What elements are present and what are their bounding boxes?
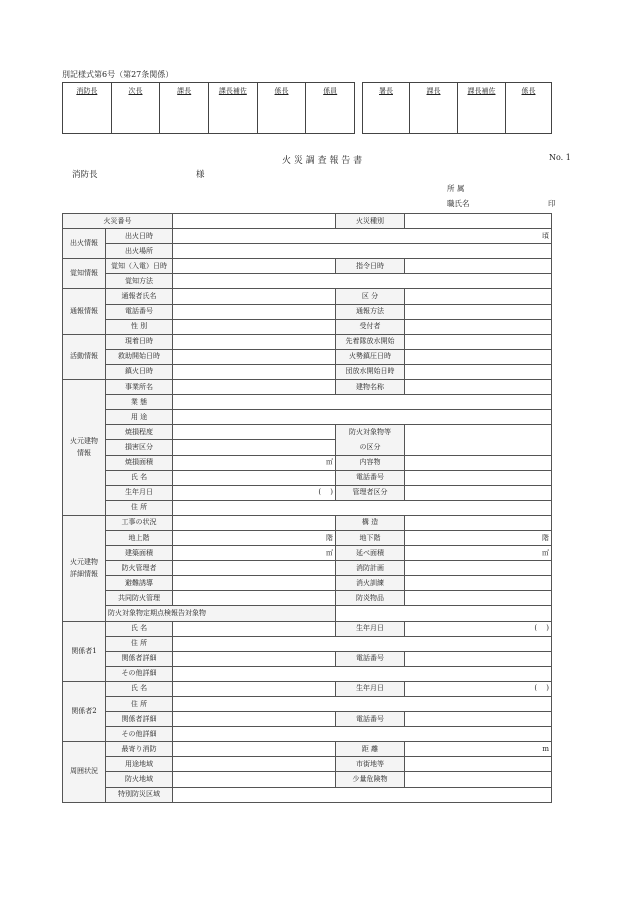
table-row: [63, 636, 552, 651]
party2-other-field[interactable]: [173, 727, 552, 742]
table-row: [63, 772, 552, 787]
burn-area-label: 焼損面積: [106, 455, 173, 470]
stamp-cell: 次長: [112, 83, 161, 133]
evacuation-label: 避難誘導: [106, 576, 173, 591]
awareness-time-field[interactable]: [173, 259, 336, 274]
urban-area-label: 市街地等: [336, 757, 405, 772]
awareness-method-field[interactable]: [173, 274, 552, 289]
table-row: [63, 364, 552, 379]
arrival-time-label: 現着日時: [106, 334, 173, 349]
zoning-field[interactable]: [173, 757, 336, 772]
evacuation-field[interactable]: [173, 576, 336, 591]
gender-field[interactable]: [173, 319, 336, 334]
table-row: [63, 500, 552, 515]
reporter-name-field[interactable]: [173, 289, 336, 304]
owner-address-field[interactable]: [173, 500, 552, 515]
stamp-box-left: [62, 82, 355, 134]
stamp-cell: 課長補佐: [209, 83, 258, 133]
fire-drill-label: 消火訓練: [336, 576, 405, 591]
table-row: [63, 727, 552, 742]
manager-class-field[interactable]: [405, 485, 552, 500]
usage-field[interactable]: [173, 410, 552, 425]
fire-zone-field[interactable]: [173, 772, 336, 787]
outbreak-group-label: 出火情報: [63, 229, 106, 259]
group-water-field[interactable]: [405, 364, 552, 379]
table-row: [63, 757, 552, 772]
stamp-cell: 係長: [521, 87, 536, 95]
table-row: [63, 485, 552, 500]
party1-phone-label: 電話番号: [336, 651, 405, 666]
awareness-time-label: 覚知（入電）日時: [106, 259, 173, 274]
fire-drill-field[interactable]: [405, 576, 552, 591]
suppression-field[interactable]: [405, 349, 552, 364]
honorific: 様: [196, 170, 205, 180]
suppression-label: 火勢鎮圧日時: [336, 349, 405, 364]
burn-degree-label: 焼損程度: [106, 425, 173, 440]
burn-area-field[interactable]: ㎡: [173, 455, 336, 470]
table-row: [63, 561, 552, 576]
party1-birth-label: 生年月日: [336, 621, 405, 636]
outbreak-place-field[interactable]: [173, 244, 552, 259]
distance-label: 距 離: [336, 742, 405, 757]
table-row: [63, 697, 552, 712]
table-row: [63, 304, 552, 319]
distance-field[interactable]: m: [405, 742, 552, 757]
fire-target-field[interactable]: [405, 425, 552, 455]
table-row: [63, 530, 552, 545]
table-row: [63, 546, 552, 561]
table-row: [63, 334, 552, 349]
party1-birth-field[interactable]: ( ): [405, 621, 552, 636]
name-label: 職氏名: [447, 199, 470, 208]
owner-name-field[interactable]: [173, 470, 336, 485]
table-row: [63, 621, 552, 636]
owner-phone-label: 電話番号: [336, 470, 405, 485]
stamp-box-right: [362, 82, 552, 134]
rescue-start-label: 救助開始日時: [106, 349, 173, 364]
periodic-check-field[interactable]: [336, 606, 552, 621]
fire-number-label: 火災番号: [63, 214, 173, 229]
stamp-cell: 課長: [410, 83, 458, 133]
special-zone-label: 特別防災区域: [106, 787, 173, 802]
business-name-field[interactable]: [173, 380, 336, 395]
party1-name-label: 氏 名: [106, 621, 173, 636]
periodic-check-label: 防火対象物定期点検報告対象物: [106, 606, 336, 621]
table-row: [63, 229, 552, 244]
dispatch-time-field[interactable]: [405, 259, 552, 274]
owner-address-label: 住 所: [106, 500, 173, 515]
contents-field[interactable]: [405, 455, 552, 470]
receiver-field[interactable]: [405, 319, 552, 334]
party2-name-field[interactable]: [173, 681, 336, 696]
building-area-label: 建築面積: [106, 546, 173, 561]
stamp-cell: 係長: [258, 83, 307, 133]
total-floor-area-field[interactable]: ㎡: [405, 546, 552, 561]
seal-label: 印: [548, 199, 556, 208]
structure-field[interactable]: [405, 515, 552, 530]
awareness-group-label: 覚知情報: [63, 259, 106, 289]
table-row: [63, 681, 552, 696]
above-ground-field[interactable]: 階: [173, 530, 336, 545]
table-row: [63, 787, 552, 802]
table-row: [63, 244, 552, 259]
building-detail-group-label: 火元建物 詳細情報: [63, 515, 106, 621]
owner-phone-field[interactable]: [405, 470, 552, 485]
phone-label: 電話番号: [106, 304, 173, 319]
report-method-field[interactable]: [405, 304, 552, 319]
category-field[interactable]: [405, 289, 552, 304]
arrival-time-field[interactable]: [173, 334, 336, 349]
table-row: [63, 289, 552, 304]
fire-plan-field[interactable]: [405, 561, 552, 576]
business-type-field[interactable]: [173, 395, 552, 410]
document-number: No. 1: [549, 153, 571, 162]
addressee: 消防長: [72, 170, 98, 180]
owner-birth-field[interactable]: ( ): [173, 485, 336, 500]
form-caption: 別記様式第6号（第27条関係）: [62, 70, 174, 79]
table-row: [63, 742, 552, 757]
party1-other-label: その他詳細: [106, 666, 173, 681]
table-row: [63, 576, 552, 591]
table-row: [63, 591, 552, 606]
party1-other-field[interactable]: [173, 666, 552, 681]
party2-birth-label: 生年月日: [336, 681, 405, 696]
party2-detail-field[interactable]: [173, 712, 336, 727]
table-row: [63, 712, 552, 727]
party1-group-label: 関係者1: [63, 621, 106, 681]
stamp-cell: 課長: [160, 83, 209, 133]
fire-number-field[interactable]: [173, 214, 336, 229]
fireproof-label: 防炎物品: [336, 591, 405, 606]
total-floor-area-label: 延べ面積: [336, 546, 405, 561]
table-row: [63, 319, 552, 334]
table-row: [63, 666, 552, 681]
group-water-label: 団放水開始日時: [336, 364, 405, 379]
nearest-station-label: 最寄り消防: [106, 742, 173, 757]
business-type-label: 業 態: [106, 395, 173, 410]
report-group-label: 通報情報: [63, 289, 106, 334]
outbreak-place-label: 出火場所: [106, 244, 173, 259]
hazardous-field[interactable]: [405, 772, 552, 787]
building-info-group-label: 火元建物 情報: [63, 380, 106, 516]
above-ground-label: 地上階: [106, 530, 173, 545]
table-row: [63, 410, 552, 425]
table-row: [63, 651, 552, 666]
table-row: [63, 380, 552, 395]
dispatch-time-label: 指令日時: [336, 259, 405, 274]
damage-class-field[interactable]: [173, 440, 336, 455]
stamp-cell: 消防長: [63, 83, 112, 133]
fire-type-label: 火災種別: [336, 214, 405, 229]
fire-target-label: 防火対象物等: [336, 425, 405, 440]
structure-label: 構 造: [336, 515, 405, 530]
party1-name-field[interactable]: [173, 621, 336, 636]
table-row: [63, 470, 552, 485]
usage-label: 用 途: [106, 410, 173, 425]
fire-zone-label: 防火地域: [106, 772, 173, 787]
special-zone-field[interactable]: [173, 787, 552, 802]
burn-degree-field[interactable]: [173, 425, 336, 440]
table-row: [63, 214, 552, 229]
zoning-label: 用途地域: [106, 757, 173, 772]
report-method-label: 通報方法: [336, 304, 405, 319]
fireproof-field[interactable]: [405, 591, 552, 606]
party1-detail-field[interactable]: [173, 651, 336, 666]
awareness-method-label: 覚知方法: [106, 274, 173, 289]
joint-mgmt-label: 共同防火管理: [106, 591, 173, 606]
table-row: [63, 515, 552, 530]
business-name-label: 事業所名: [106, 380, 173, 395]
party1-phone-field[interactable]: [405, 651, 552, 666]
contents-label: 内容物: [336, 455, 405, 470]
first-water-label: 先着隊放水開始: [336, 334, 405, 349]
table-row: [63, 606, 552, 621]
fire-type-field[interactable]: [405, 214, 552, 229]
affiliation-label: 所 属: [447, 184, 465, 193]
building-area-field[interactable]: ㎡: [173, 546, 336, 561]
phone-field[interactable]: [173, 304, 336, 319]
fire-target-label-2: の区分: [336, 440, 405, 455]
extinguish-label: 鎮火日時: [106, 364, 173, 379]
building-name-label: 建物名称: [336, 380, 405, 395]
fire-manager-field[interactable]: [173, 561, 336, 576]
party2-name-label: 氏 名: [106, 681, 173, 696]
party2-other-label: その他詳細: [106, 727, 173, 742]
gender-label: 性 別: [106, 319, 173, 334]
first-water-field[interactable]: [405, 334, 552, 349]
fire-report-table: [62, 213, 552, 803]
construction-status-label: 工事の状況: [106, 515, 173, 530]
hazardous-label: 少量危険物: [336, 772, 405, 787]
table-row: [63, 395, 552, 410]
stamp-cell: 課長補佐: [458, 83, 506, 133]
stamp-cell: 署長: [363, 83, 410, 133]
fire-plan-label: 消防計画: [336, 561, 405, 576]
party2-phone-label: 電話番号: [336, 712, 405, 727]
building-name-field[interactable]: [405, 380, 552, 395]
party2-birth-field[interactable]: ( ): [405, 681, 552, 696]
party2-address-field[interactable]: [173, 697, 552, 712]
construction-status-field[interactable]: [173, 515, 336, 530]
reporter-name-label: 通報者氏名: [106, 289, 173, 304]
surround-group-label: 周囲状況: [63, 742, 106, 802]
outbreak-time-label: 出火日時: [106, 229, 173, 244]
party1-address-field[interactable]: [173, 636, 552, 651]
table-row: [63, 455, 552, 470]
activity-group-label: 活動情報: [63, 334, 106, 379]
outbreak-time-field[interactable]: 頃: [173, 229, 552, 244]
owner-name-label: 氏 名: [106, 470, 173, 485]
category-label: 区 分: [336, 289, 405, 304]
manager-class-label: 管理者区分: [336, 485, 405, 500]
nearest-station-field[interactable]: [173, 742, 336, 757]
below-ground-label: 地下階: [336, 530, 405, 545]
party2-address-label: 住 所: [106, 697, 173, 712]
party2-phone-field[interactable]: [405, 712, 552, 727]
document-title: 火 災 調 査 報 告 書: [282, 156, 363, 166]
urban-area-field[interactable]: [405, 757, 552, 772]
table-row: [63, 259, 552, 274]
receiver-label: 受付者: [336, 319, 405, 334]
party2-group-label: 関係者2: [63, 681, 106, 741]
rescue-start-field[interactable]: [173, 349, 336, 364]
table-row: [63, 274, 552, 289]
table-row: [63, 425, 552, 440]
stamp-cell: 係員: [323, 87, 338, 95]
party2-detail-label: 関係者詳細: [106, 712, 173, 727]
extinguish-field[interactable]: [173, 364, 336, 379]
party1-detail-label: 関係者詳細: [106, 651, 173, 666]
below-ground-field[interactable]: 階: [405, 530, 552, 545]
owner-birth-label: 生年月日: [106, 485, 173, 500]
party1-address-label: 住 所: [106, 636, 173, 651]
damage-class-label: 損害区分: [106, 440, 173, 455]
fire-manager-label: 防火管理者: [106, 561, 173, 576]
table-row: [63, 349, 552, 364]
joint-mgmt-field[interactable]: [173, 591, 336, 606]
